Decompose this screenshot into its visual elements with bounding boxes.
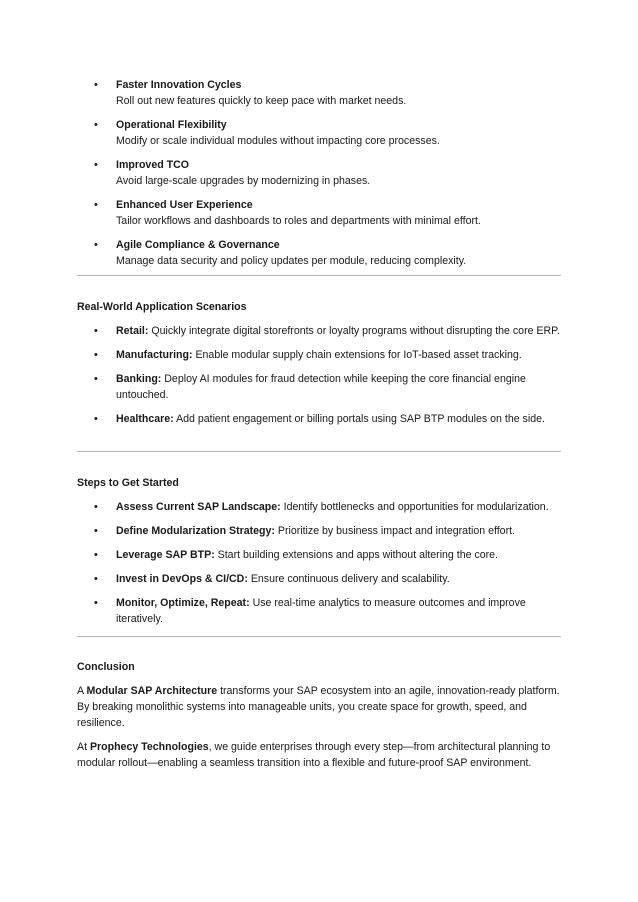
- step-text: Use real-time analytics to measure outcomes and improve iteratively.: [116, 597, 526, 625]
- step-text: Start building extensions and apps without altering the core.: [217, 549, 498, 561]
- benefit-title: • Faster Innovation Cycles: [116, 79, 242, 91]
- benefit-title: • Agile Compliance & Governance: [116, 239, 280, 251]
- list-item: [94, 523, 564, 539]
- scenario-label: Banking:: [116, 373, 162, 385]
- scenario-label: Healthcare:: [116, 413, 174, 425]
- step-label: Assess Current SAP Landscape:: [116, 501, 281, 513]
- benefit-description: Modify or scale individual modules without impacting core processes.: [116, 135, 440, 147]
- list-item: [94, 347, 564, 363]
- section-divider: [77, 275, 561, 276]
- list-item: [94, 77, 564, 109]
- list-item: [94, 237, 564, 269]
- list-item: [94, 323, 564, 339]
- list-item: [94, 411, 564, 427]
- step-label: Monitor, Optimize, Repeat:: [116, 597, 250, 609]
- list-item: [94, 157, 564, 189]
- benefits-list: [94, 77, 564, 269]
- scenario-text: Add patient engagement or billing portals using SAP BTP modules on the side.: [176, 413, 545, 425]
- paragraph-text: A: [77, 685, 87, 697]
- conclusion-paragraph: [77, 683, 563, 731]
- section-heading: Steps to Get Started: [77, 477, 179, 489]
- benefit-description: Roll out new features quickly to keep pace with market needs.: [116, 95, 407, 107]
- paragraph-text: At: [77, 741, 90, 753]
- benefit-title: • Enhanced User Experience: [116, 199, 253, 211]
- scenarios-list: [94, 323, 564, 427]
- step-label: Define Modularization Strategy:: [116, 525, 275, 537]
- benefit-description: Avoid large-scale upgrades by modernizing in phases.: [116, 175, 371, 187]
- paragraph-text: , we guide enterprises through every step—from architectural planning to modular rollout—enabling a seamless transition into a flexible and future-proof SAP environment.: [77, 741, 551, 769]
- list-item: [94, 371, 564, 403]
- benefit-title: • Operational Flexibility: [116, 119, 227, 131]
- list-item: [94, 499, 564, 515]
- conclusion-paragraph: [77, 739, 563, 771]
- section-divider: [77, 636, 561, 637]
- scenario-text: Enable modular supply chain extensions for IoT-based asset tracking.: [195, 349, 522, 361]
- section-heading: Real-World Application Scenarios: [77, 301, 247, 313]
- paragraph-emphasis: Modular SAP Architecture: [86, 685, 218, 697]
- benefit-title: • Improved TCO: [116, 159, 189, 171]
- list-item: [94, 547, 564, 563]
- step-text: Identify bottlenecks and opportunities for modularization.: [283, 501, 549, 513]
- scenario-label: Retail:: [116, 325, 149, 337]
- scenario-text: Quickly integrate digital storefronts or loyalty programs without disrupting the core ERP.: [151, 325, 560, 337]
- step-text: Ensure continuous delivery and scalability.: [250, 573, 450, 585]
- section-heading: Conclusion: [77, 661, 135, 673]
- company-name: Prophecy Technologies: [89, 741, 209, 753]
- list-item: [94, 595, 564, 627]
- scenario-text: Deploy AI modules for fraud detection while keeping the core financial engine untouched.: [116, 373, 526, 401]
- step-label: Invest in DevOps & CI/CD:: [116, 573, 248, 585]
- steps-list: [94, 499, 564, 627]
- benefit-description: Tailor workflows and dashboards to roles and departments with minimal effort.: [116, 215, 481, 227]
- step-label: Leverage SAP BTP:: [116, 549, 215, 561]
- scenario-label: Manufacturing:: [116, 349, 193, 361]
- list-item: [94, 117, 564, 149]
- list-item: [94, 571, 564, 587]
- benefit-description: Manage data security and policy updates per module, reducing complexity.: [116, 255, 467, 267]
- step-text: Prioritize by business impact and integration effort.: [277, 525, 515, 537]
- section-divider: [77, 451, 561, 452]
- paragraph-text: transforms your SAP ecosystem into an agile, innovation-ready platform. By breaking monolithic systems into manageable units, you create space for growth, speed, and resilience.: [77, 685, 560, 729]
- list-item: [94, 197, 564, 229]
